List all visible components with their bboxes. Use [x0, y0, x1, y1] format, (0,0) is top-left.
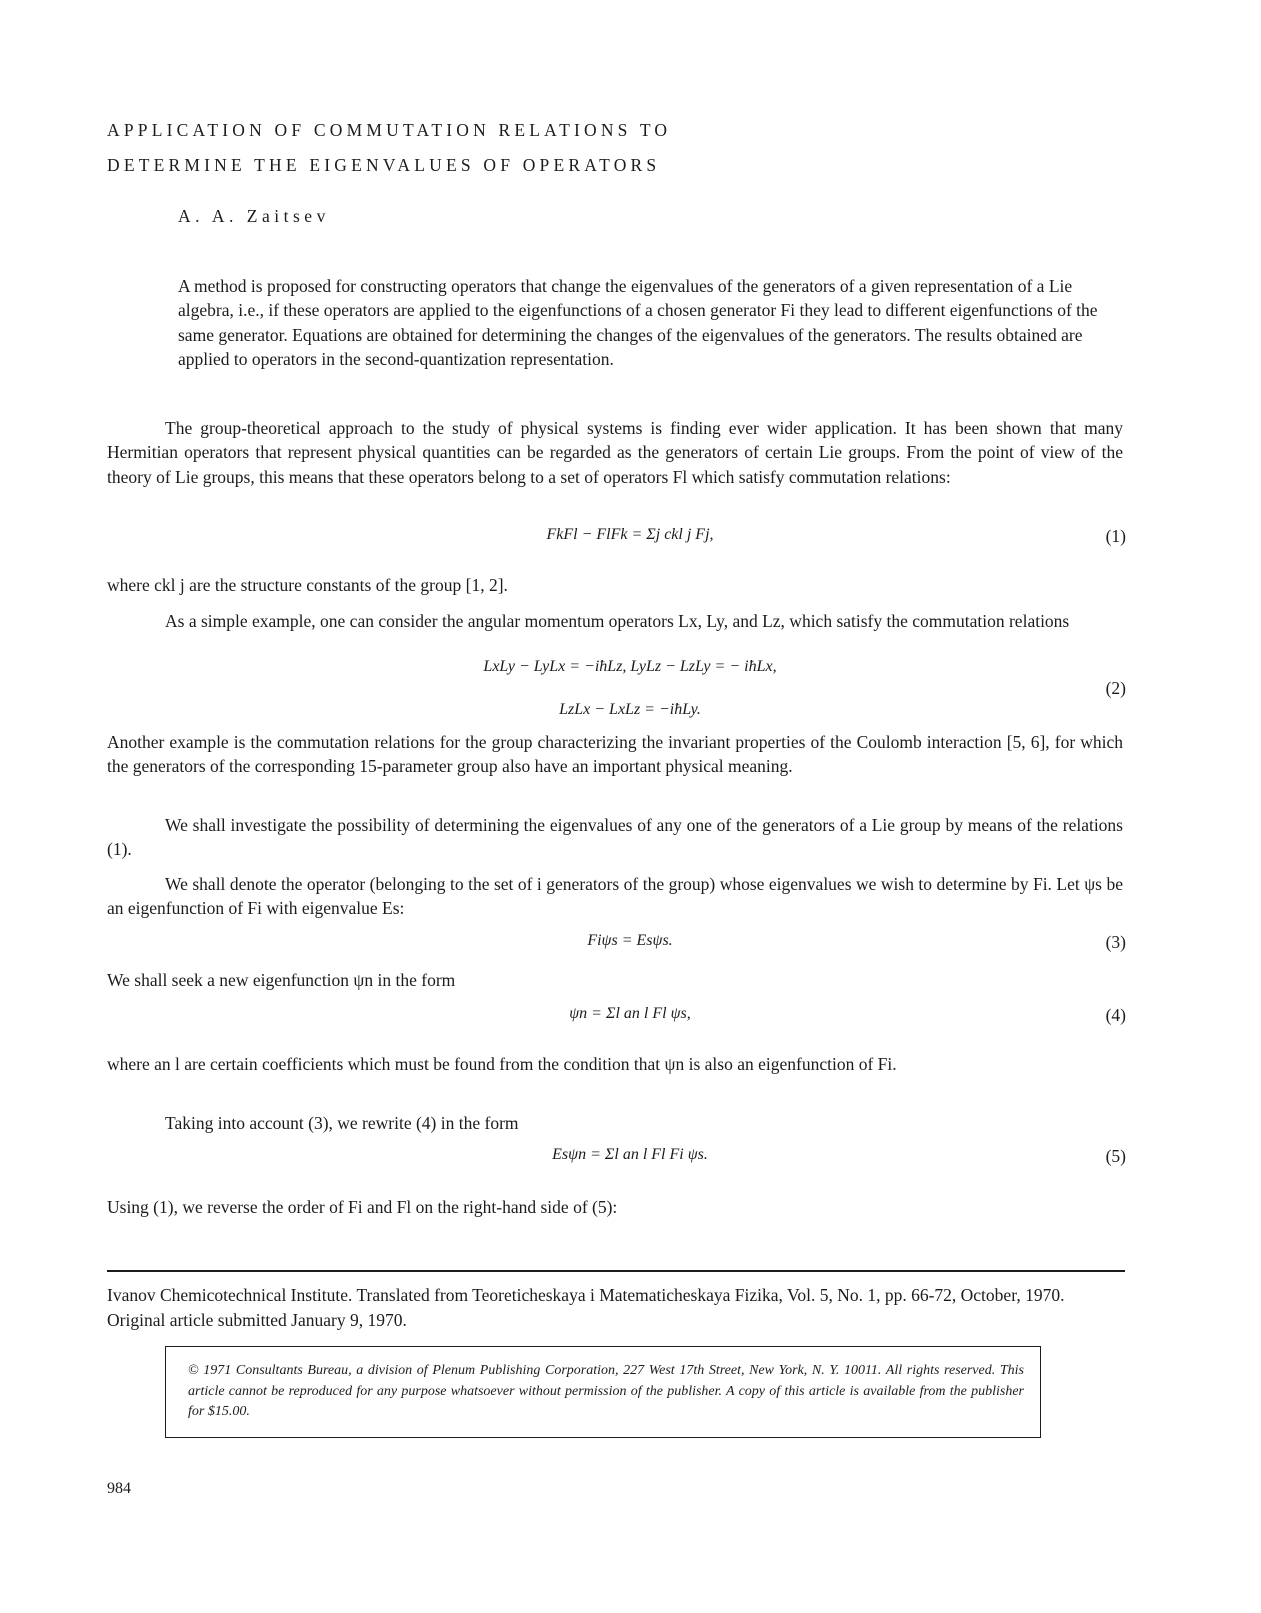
title-line-2: DETERMINE THE EIGENVALUES OF OPERATORS — [107, 155, 661, 175]
equation-2a: LxLy − LyLx = −iħLz, LyLz − LzLy = − iħLx, — [483, 658, 777, 675]
paragraph-4: Another example is the commutation relations for the group characterizing the invariant properties of the Coulomb interaction [5, 6], for which the generators of the corresponding 15-parameter group also have an important physical meaning. — [107, 732, 1123, 777]
paragraph-6: We shall denote the operator (belonging to the set of i generators of the group) whose eigenvalues we wish to determine by Fi. Let ψs be an eigenfunction of Fi with eigenvalue Es: — [107, 874, 1123, 919]
page-number: 984 — [107, 1480, 131, 1497]
author: A. A. Zaitsev — [178, 206, 330, 226]
footnote: Ivanov Chemicotechnical Institute. Translated from Teoreticheskaya i Matematicheskaya Fizika, Vol. 5, No. 1, pp. 66-72, October, 1970. Original article submitted January 9, 1970. — [107, 1285, 1065, 1330]
equation-number-3: (3) — [1105, 932, 1126, 952]
abstract: A method is proposed for constructing operators that change the eigenvalues of the generators of a given representation of a Lie algebra, i.e., if these operators are applied to the eigenfunctions of a chosen generator Fi they lead to different eigenfunctions of the same generator. Equations are obtained for determining the changes of the eigenvalues of the generators. The results obtained are applied to operators in the second-quantization representation. — [178, 276, 1098, 370]
paragraph-10: Using (1), we reverse the order of Fi and Fl on the right-hand side of (5): — [107, 1197, 618, 1217]
paragraph-2: where ckl j are the structure constants of the group [1, 2]. — [107, 575, 508, 595]
paragraph-5: We shall investigate the possibility of determining the eigenvalues of any one of the generators of a Lie group by means of the relations (1). — [107, 815, 1123, 860]
copyright-text: © 1971 Consultants Bureau, a division of Plenum Publishing Corporation, 227 West 17th Street, New York, N. Y. 10011. All rights reserved. This article cannot be reproduced for any purpose whatsoever without permission of the publisher. A copy of this article is available from the publisher for $15.00. — [188, 1363, 1024, 1419]
equation-number-5: (5) — [1105, 1146, 1126, 1166]
equation-5: Esψn = Σl an l Fl Fi ψs. — [552, 1146, 708, 1163]
equation-3: Fiψs = Esψs. — [587, 932, 673, 949]
title-line-1: APPLICATION OF COMMUTATION RELATIONS TO — [107, 120, 672, 140]
paragraph-1: The group-theoretical approach to the study of physical systems is finding ever wider application. It has been shown that many Hermitian operators that represent physical quantities can be regarded as the generators of certain Lie groups. From the point of view of the theory of Lie groups, this means that these operators belong to a set of operators Fl which satisfy commutation relations: — [107, 418, 1123, 487]
footnote-divider — [107, 1270, 1125, 1272]
equation-number-2: (2) — [1105, 678, 1126, 698]
equation-number-4: (4) — [1105, 1005, 1126, 1025]
equation-4: ψn = Σl an l Fl ψs, — [569, 1005, 691, 1022]
copyright-box — [165, 1346, 1041, 1438]
equation-1: FkFl − FlFk = Σj ckl j Fj, — [546, 526, 714, 543]
paragraph-9: Taking into account (3), we rewrite (4) in the form — [165, 1113, 519, 1133]
paragraph-7: We shall seek a new eigenfunction ψn in the form — [107, 970, 456, 990]
paragraph-8: where an l are certain coefficients which must be found from the condition that ψn is also an eigenfunction of Fi. — [107, 1054, 897, 1074]
equation-2b: LzLx − LxLz = −iħLy. — [559, 701, 701, 718]
equation-number-1: (1) — [1105, 526, 1126, 546]
paragraph-3: As a simple example, one can consider the angular momentum operators Lx, Ly, and Lz, which satisfy the commutation relations — [165, 611, 1070, 631]
